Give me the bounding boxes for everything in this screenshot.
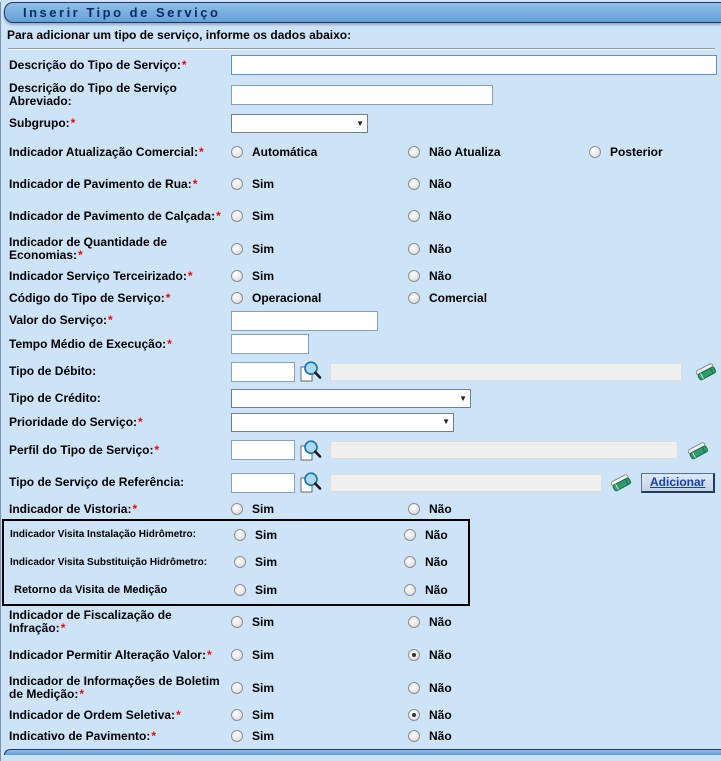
field-row-indicador-vistoria xyxy=(1,499,721,519)
radio-icon[interactable] xyxy=(231,709,243,721)
radio-icon[interactable] xyxy=(234,529,246,541)
search-icon[interactable] xyxy=(298,439,322,462)
radio-nao[interactable]: Não xyxy=(404,528,448,542)
valor-servico-input[interactable] xyxy=(231,311,378,331)
field-row-indicador-informacoes-boletim-medicao xyxy=(1,672,721,704)
search-icon[interactable] xyxy=(298,360,322,383)
required-asterisk: * xyxy=(198,144,204,159)
field-label: Indicador de Fiscalização de Infração:* xyxy=(9,608,172,635)
required-asterisk: * xyxy=(60,621,66,635)
field-label: Retorno da Visita de Medição xyxy=(14,583,168,596)
field-label: Indicador de Quantidade de Economias:* xyxy=(9,234,168,262)
search-icon[interactable] xyxy=(298,471,322,494)
field-row-tempo-medio-execucao xyxy=(1,332,721,356)
radio-sim[interactable]: Sim xyxy=(231,708,274,722)
radio-icon[interactable] xyxy=(231,178,243,190)
required-asterisk: * xyxy=(181,57,187,72)
chevron-down-icon: ▼ xyxy=(442,417,450,426)
field-label: Descrição do Tipo de Serviço:* xyxy=(9,57,187,72)
adicionar-button[interactable]: Adicionar xyxy=(641,473,715,493)
field-label: Indicador de Informações de Boletim de Medição:* xyxy=(9,674,220,701)
required-asterisk: * xyxy=(165,290,171,305)
radio-icon[interactable] xyxy=(408,649,420,661)
radio-icon[interactable] xyxy=(231,210,243,222)
descricao-tipo-servico-input[interactable] xyxy=(231,55,717,75)
required-asterisk: * xyxy=(176,707,181,722)
field-row-indicador-pavimento-rua xyxy=(1,168,721,200)
field-row-indicador-ordem-seletiva xyxy=(1,704,721,726)
tipo-debito-code-input[interactable] xyxy=(231,362,295,382)
required-asterisk: * xyxy=(187,268,193,283)
field-label: Indicador Atualização Comercial:* xyxy=(9,144,204,159)
radio-sim[interactable]: Sim xyxy=(231,681,274,695)
field-row-indicador-fiscalizacao-infracao xyxy=(1,606,721,638)
field-label: Indicador Permitir Alteração Valor:* xyxy=(9,647,212,662)
radio-sim[interactable]: Sim xyxy=(234,583,277,597)
radio-comercial[interactable]: Comercial xyxy=(408,291,487,305)
tipo-debito-description-field xyxy=(330,363,682,381)
field-row-valor-servico xyxy=(1,309,721,332)
radio-nao[interactable]: Não xyxy=(408,177,452,191)
separator xyxy=(8,48,715,50)
field-row-descricao-abreviado xyxy=(1,78,721,111)
radio-nao[interactable]: Não xyxy=(408,615,452,629)
required-asterisk: * xyxy=(138,414,143,429)
radio-sim[interactable]: Sim xyxy=(231,177,274,191)
radio-posterior[interactable]: Posterior xyxy=(589,145,663,159)
field-label: Valor do Serviço:* xyxy=(9,313,113,327)
radio-icon[interactable] xyxy=(231,649,243,661)
radio-icon[interactable] xyxy=(231,270,243,282)
radio-sim[interactable]: Sim xyxy=(234,555,277,569)
radio-nao[interactable]: Não xyxy=(408,708,452,722)
radio-icon[interactable] xyxy=(408,178,420,190)
radio-nao[interactable]: Não xyxy=(408,681,452,695)
next-section-bar xyxy=(4,749,721,755)
required-asterisk: * xyxy=(216,208,221,223)
radio-nao[interactable]: Não xyxy=(408,242,452,256)
radio-icon[interactable] xyxy=(408,243,420,255)
radio-operacional[interactable]: Operacional xyxy=(231,291,321,305)
field-row-indicativo-pavimento xyxy=(1,726,721,746)
field-row-tipo-debito xyxy=(1,356,721,387)
field-row-indicador-atualizacao-comercial xyxy=(1,136,721,168)
field-label: Indicador de Vistoria:* xyxy=(9,501,138,516)
radio-icon[interactable] xyxy=(231,292,243,304)
field-label: Indicador de Pavimento de Rua:* xyxy=(9,176,198,191)
radio-sim[interactable]: Sim xyxy=(231,615,274,629)
tempo-medio-execucao-input[interactable] xyxy=(231,334,309,354)
radio-sim[interactable]: Sim xyxy=(231,648,274,662)
eraser-icon[interactable] xyxy=(694,361,717,382)
field-label: Tipo de Crédito: xyxy=(9,391,101,405)
field-row-indicador-permitir-alteracao-valor xyxy=(1,638,721,672)
field-row-tipo-servico-referencia xyxy=(1,466,721,499)
radio-icon[interactable] xyxy=(404,556,416,568)
radio-icon[interactable] xyxy=(589,146,601,158)
required-asterisk: * xyxy=(108,313,113,327)
field-label: Prioridade do Serviço:* xyxy=(9,414,143,429)
field-label: Tempo Médio de Execução:* xyxy=(9,336,172,351)
radio-icon[interactable] xyxy=(408,503,420,515)
radio-nao[interactable]: Não xyxy=(404,555,448,569)
eraser-icon[interactable] xyxy=(609,472,632,493)
radio-icon[interactable] xyxy=(408,270,420,282)
eraser-icon[interactable] xyxy=(686,440,709,461)
field-row-indicador-pavimento-calcada xyxy=(1,200,721,232)
radio-icon[interactable] xyxy=(408,682,420,694)
subgrupo-select[interactable] xyxy=(231,114,368,133)
field-row-tipo-credito xyxy=(1,387,721,410)
required-asterisk: * xyxy=(78,247,83,262)
radio-icon[interactable] xyxy=(408,616,420,628)
radio-sim[interactable]: Sim xyxy=(231,729,274,743)
radio-nao[interactable]: Não xyxy=(408,729,452,743)
field-row-indicador-servico-terceirizado xyxy=(1,265,721,287)
descricao-abreviado-input[interactable] xyxy=(231,85,493,105)
field-label: Código do Tipo de Serviço:* xyxy=(9,290,171,305)
radio-icon[interactable] xyxy=(408,292,420,304)
perfil-tipo-servico-code-input[interactable] xyxy=(231,440,295,460)
field-row-subgrupo xyxy=(1,111,721,136)
radio-sim[interactable]: Sim xyxy=(231,502,274,516)
radio-sim[interactable]: Sim xyxy=(231,209,274,223)
perfil-tipo-servico-description-field xyxy=(330,441,678,459)
radio-nao[interactable]: Não xyxy=(408,502,452,516)
required-asterisk: * xyxy=(79,687,85,701)
chevron-down-icon: ▼ xyxy=(459,393,467,403)
required-asterisk: * xyxy=(151,728,157,743)
field-label: Indicador de Pavimento de Calçada:* xyxy=(9,208,221,223)
radio-sim[interactable]: Sim xyxy=(231,269,274,283)
required-asterisk: * xyxy=(192,176,198,191)
tipo-servico-referencia-description-field xyxy=(330,474,602,492)
chevron-down-icon: ▼ xyxy=(356,118,364,128)
field-row-codigo-tipo-servico xyxy=(1,287,721,309)
radio-icon[interactable] xyxy=(408,730,420,742)
radio-nao[interactable]: Não xyxy=(408,209,452,223)
field-row-indicador-visita-instalacao-hidrometro xyxy=(4,521,468,548)
radio-icon[interactable] xyxy=(408,709,420,721)
highlighted-fields-box xyxy=(2,519,470,606)
page-title: Inserir Tipo de Serviço xyxy=(23,5,221,20)
radio-icon[interactable] xyxy=(404,584,416,596)
field-row-indicador-visita-substituicao-hidrometro xyxy=(4,548,468,576)
radio-nao-atualiza[interactable]: Não Atualiza xyxy=(408,145,501,159)
field-label: Indicador de Ordem Seletiva:* xyxy=(9,707,181,722)
tipo-credito-select[interactable] xyxy=(231,389,471,408)
radio-icon[interactable] xyxy=(231,682,243,694)
field-row-prioridade-servico xyxy=(1,410,721,434)
field-label: Perfil do Tipo de Serviço:* xyxy=(9,442,160,457)
radio-icon[interactable] xyxy=(404,529,416,541)
radio-icon[interactable] xyxy=(408,210,420,222)
radio-nao[interactable]: Não xyxy=(408,648,452,662)
intro-text: Para adicionar um tipo de serviço, informe os dados abaixo: xyxy=(7,28,352,42)
required-asterisk: * xyxy=(206,647,212,662)
field-label: Tipo de Serviço de Referência: xyxy=(9,475,185,489)
required-asterisk: * xyxy=(132,501,138,516)
radio-sim[interactable]: Sim xyxy=(231,242,274,256)
prioridade-servico-select[interactable] xyxy=(231,413,454,432)
tipo-servico-referencia-code-input[interactable] xyxy=(231,473,295,493)
field-row-indicador-quantidade-economias xyxy=(1,232,721,265)
radio-icon[interactable] xyxy=(231,503,243,515)
required-asterisk: * xyxy=(167,336,172,351)
field-label: Tipo de Débito: xyxy=(9,364,97,378)
field-label: Indicador Visita Substituição Hidrômetro: xyxy=(10,556,208,568)
radio-icon[interactable] xyxy=(231,616,243,628)
field-label: Descrição do Tipo de Serviço Abreviado: xyxy=(9,80,177,108)
field-row-retorno-visita-medicao xyxy=(4,576,468,604)
radio-sim[interactable]: Sim xyxy=(234,528,277,542)
radio-icon[interactable] xyxy=(408,146,420,158)
radio-nao[interactable]: Não xyxy=(408,269,452,283)
radio-icon[interactable] xyxy=(234,556,246,568)
radio-icon[interactable] xyxy=(231,243,243,255)
required-asterisk: * xyxy=(154,442,160,457)
radio-icon[interactable] xyxy=(231,730,243,742)
section-titlebar xyxy=(4,2,721,23)
required-asterisk: * xyxy=(70,116,76,130)
radio-icon[interactable] xyxy=(234,584,246,596)
field-row-descricao-tipo-servico xyxy=(1,52,721,78)
field-label: Indicativo de Pavimento:* xyxy=(9,728,157,743)
field-label: Indicador Serviço Terceirizado:* xyxy=(9,268,193,283)
field-label: Subgrupo:* xyxy=(9,116,76,130)
field-label: Indicador Visita Instalação Hidrômetro: xyxy=(10,529,196,540)
field-row-perfil-tipo-servico xyxy=(1,434,721,466)
radio-nao[interactable]: Não xyxy=(404,583,448,597)
radio-icon[interactable] xyxy=(231,146,243,158)
radio-automatica[interactable]: Automática xyxy=(231,145,317,159)
